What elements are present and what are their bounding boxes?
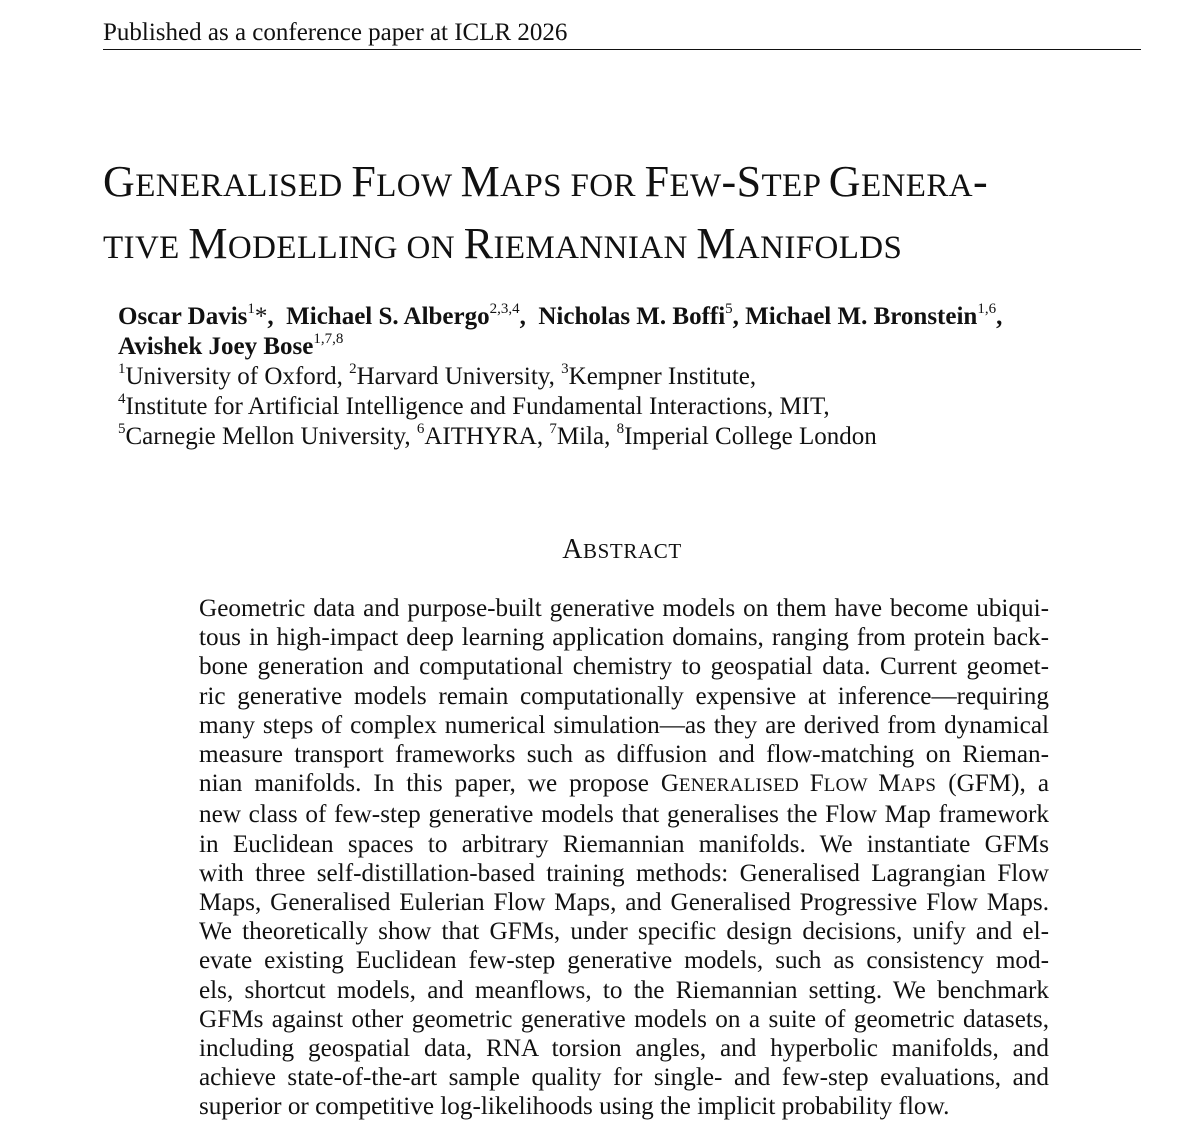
abstract-line: Geometric data and purpose-built generative models on them have become ubiqui-: [199, 595, 1049, 622]
affiliation: Institute for Artificial Intelligence and Fundamental Interactions, MIT,: [125, 393, 830, 420]
author-affil-sup: 1: [247, 300, 255, 317]
affiliation: Imperial College London: [624, 423, 877, 450]
affiliation: University of Oxford,: [125, 363, 343, 390]
abstract-line: tous in high-impact deep learning application domains, ranging from protein back-: [199, 624, 1049, 652]
abstract-line: bone generation and computational chemistry to geospatial data. Current geomet-: [199, 653, 1049, 681]
abstract-line: in Euclidean spaces to arbitrary Riemannian manifolds. We instantiate GFMs: [199, 830, 1049, 858]
abstract-line: superior or competitive log-likelihoods using the implicit probability flow.: [199, 1093, 950, 1121]
abstract-line: with three self-distillation-based training methods: Generalised Lagrangian Flow: [199, 859, 1049, 887]
author-affil-sup: 1,6: [977, 300, 997, 317]
abstract-heading: ABSTRACT: [562, 534, 682, 565]
abstract-line: measure transport frameworks such as diffusion and flow-matching on Rieman-: [199, 741, 1049, 769]
author-line-1: Oscar Davis$^1$*, Michael S. Albergo$^{2,3,4}$, Nicholas M. Boffi$^5$, Michael M. Bronstein$^{1,6}$,: [118, 300, 1003, 330]
affiliation: Carnegie Mellon University,: [125, 423, 411, 450]
affiliation: AITHYRA,: [424, 423, 544, 450]
abstract-body: [199, 594, 1049, 1122]
abstract-line: achieve state-of-the-art sample quality for single- and few-step evaluations, and: [199, 1064, 1049, 1092]
abstract-line: els, shortcut models, and meanflows, to the Riemannian setting. We benchmark: [199, 976, 1049, 1004]
author-name: Avishek Joey Bose: [118, 333, 314, 360]
author-affil-sup: 5: [725, 300, 733, 317]
abstract-line: evate existing Euclidean few-step generative models, such as consistency mod-: [199, 947, 1049, 975]
title-line-1: GENERALISED FLOW MAPS FOR FEW-STEP GENERA-: [103, 157, 989, 206]
abstract-line: GFMs against other geometric generative models on a suite of geometric datasets,: [199, 1005, 1049, 1033]
affiliation: Mila,: [556, 423, 611, 450]
abstract-line: including geospatial data, RNA torsion angles, and hyperbolic manifolds, and: [199, 1035, 1049, 1063]
author-name: Oscar Davis: [118, 303, 248, 330]
abstract-line: We theoretically show that GFMs, under specific design decisions, unify and el-: [199, 918, 1049, 946]
affiliation-line-3: $^5$Carnegie Mellon University, $^6$AITHYRA, $^7$Mila, $^8$Imperial College London: [118, 420, 877, 450]
author-affil-sup: 2,3,4: [489, 300, 520, 317]
page-header: [103, 18, 1141, 50]
author-block: [118, 302, 1178, 452]
gfm-smallcaps: GENERALISED FLOW MAPS: [660, 770, 937, 798]
author-affil-sup: 1,7,8: [313, 330, 344, 347]
affiliation: Harvard University,: [356, 363, 555, 390]
affiliation-line-2: $^4$Institute for Artificial Intelligence and Fundamental Interactions, MIT,: [118, 390, 830, 420]
abstract-line: nian manifolds. In this paper, we propose GENERALISED FLOW MAPS (GFM), a: [199, 770, 1049, 798]
abstract-line: ric generative models remain computationally expensive at inference—requiring: [199, 682, 1049, 710]
paper-title: [103, 153, 1163, 277]
affiliation-line-1: $^1$University of Oxford, $^2$Harvard University, $^3$Kempner Institute,: [118, 360, 757, 390]
author-name: Michael M. Bronstein: [745, 303, 978, 330]
title-line-2: TIVE MODELLING ON RIEMANNIAN MANIFOLDS: [103, 219, 903, 268]
abstract-line: many steps of complex numerical simulation—as they are derived from dynamical: [199, 711, 1049, 739]
venue-line: Published as a conference paper at ICLR 2026: [103, 19, 568, 46]
corresponding-mark: *: [254, 303, 268, 330]
abstract-line: new class of few-step generative models that generalises the Flow Map framework: [199, 801, 1049, 829]
abstract-line: Maps, Generalised Eulerian Flow Maps, and Generalised Progressive Flow Maps.: [199, 889, 1049, 917]
author-line-2: [118, 332, 1178, 362]
author-name: Nicholas M. Boffi: [538, 303, 726, 330]
affiliation: Kempner Institute,: [568, 363, 757, 390]
author-name: Michael S. Albergo: [286, 303, 490, 330]
